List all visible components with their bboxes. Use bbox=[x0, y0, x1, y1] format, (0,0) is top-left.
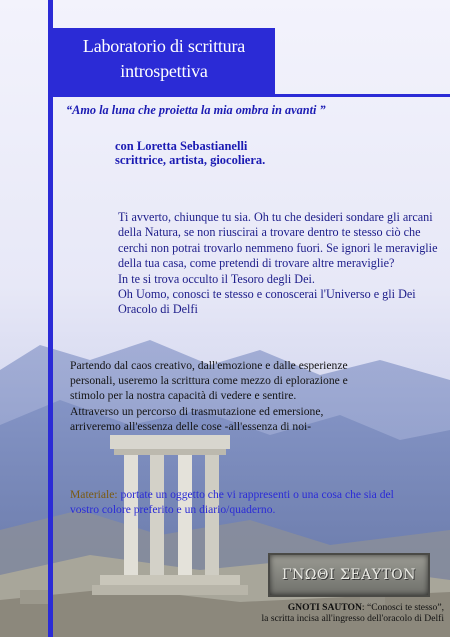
caption-line-2: la scritta incisa all'ingresso dell'oracolo di Delfi bbox=[261, 613, 444, 624]
delphi-line: della Natura, se non riuscirai a trovare dentro te stesso ciò che bbox=[118, 225, 421, 240]
title-box bbox=[53, 28, 275, 94]
materials-text-2: vostro colore preferito e un diario/quaderno. bbox=[70, 503, 276, 516]
title-line-2: introspettiva bbox=[120, 61, 208, 81]
host-info bbox=[115, 139, 265, 167]
description-line: Attraverso un percorso di trasmutazione ed emersione, bbox=[70, 404, 324, 418]
horizontal-rule bbox=[53, 94, 450, 97]
delphi-line: cerchi non potrai trovarlo nemmeno fuori. Se ignori le meraviglie bbox=[118, 240, 438, 255]
materials-text-1: portate un oggetto che vi rappresenti o una cosa che sia del bbox=[120, 488, 394, 501]
title-line-1: Laboratorio di scrittura bbox=[82, 36, 246, 56]
description-line: Partendo dal caos creativo, dall'emozione e dalle esperienze bbox=[70, 359, 348, 372]
materials-note bbox=[70, 487, 400, 517]
caption-title: GNOTI SAUTON bbox=[287, 602, 362, 613]
delphi-line: Ti avverto, chiunque tu sia. Oh tu che desideri sondare gli arcani bbox=[118, 210, 433, 224]
delphi-line: della tua casa, come pretendi di trovare altre meraviglie? bbox=[118, 256, 395, 271]
greek-inscription-stone bbox=[268, 553, 430, 597]
greek-inscription-text: ΓΝΩΘΙ ΣΕΑΥΤΟΝ bbox=[281, 567, 417, 583]
description-line: stimolo per la nostra capacità di vedere e sentire. bbox=[70, 389, 297, 403]
materials-label: Materiale: bbox=[70, 488, 118, 501]
delphi-line: Oh Uomo, conosci te stesso e conoscerai l'Universo e gli Dei bbox=[118, 287, 416, 302]
delphi-line: In te si trova occulto il Tesoro degli Dei. bbox=[118, 271, 315, 286]
host-roles: scrittrice, artista, giocoliera. bbox=[115, 153, 266, 167]
epigraph-quote: “Amo la luna che proietta la mia ombra in avanti ” bbox=[66, 103, 326, 117]
description-line: arriveremo all'essenza delle cose -all'essenza di noi- bbox=[70, 419, 312, 433]
caption-translation: : “Conosci te stesso”, bbox=[361, 602, 444, 613]
delphi-attribution: Oracolo di Delfi bbox=[118, 302, 198, 317]
delphi-passage bbox=[118, 210, 438, 318]
workshop-description bbox=[70, 358, 400, 434]
inscription-caption bbox=[254, 602, 444, 624]
description-line: personali, useremo la scrittura come mezzo di eplorazione e bbox=[70, 374, 348, 388]
host-name: con Loretta Sebastianelli bbox=[115, 139, 248, 153]
